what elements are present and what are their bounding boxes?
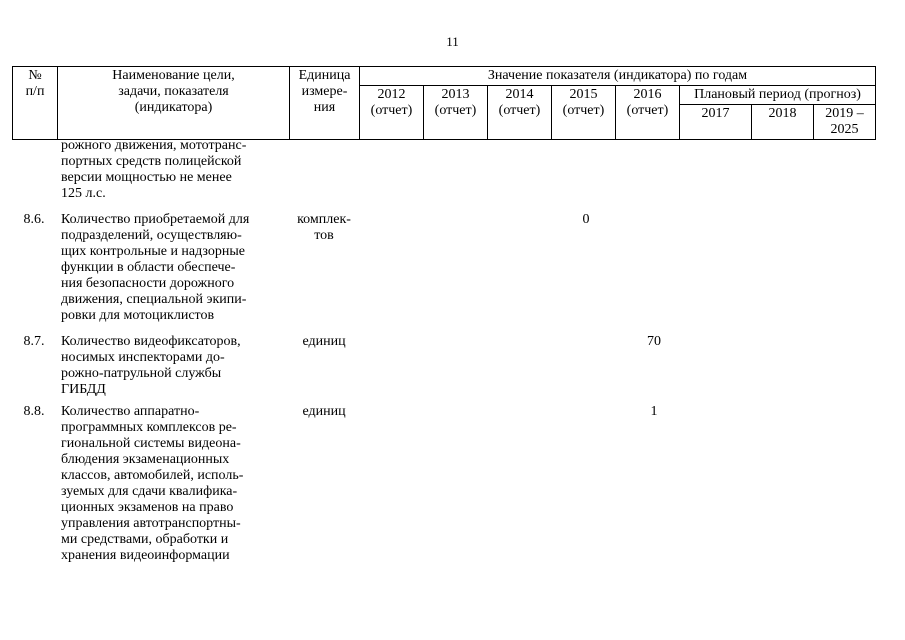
year-label: 2016 [633,87,662,102]
header-year-2016 [616,86,680,140]
year-label: 2013 [441,87,470,102]
header-year-2015 [552,86,616,140]
header-number-cell [13,67,58,140]
header-name-cell [58,67,290,140]
header-name-line2: задачи, показателя [118,84,229,99]
header-number-line1: № [28,68,42,83]
report-label: (отчет) [626,103,669,118]
header-planned-group: Плановый период (прогноз) [680,86,876,105]
header-year-2017: 2017 [680,105,752,140]
year-label: 2012 [377,87,406,102]
row-unit: единиц [302,404,346,419]
header-name-line3: (индикатора) [134,100,213,115]
header-year-2012 [360,86,424,140]
header-year-2018: 2018 [752,105,814,140]
report-label: (отчет) [434,103,477,118]
row-number: 8.7. [23,334,45,349]
header-number-line2: п/п [25,84,45,99]
year-label: 2015 [569,87,598,102]
header-year-2013 [424,86,488,140]
row-name: Количество приобретаемой для подразделений, осуществляю- щих контрольные и надзорные функции в области обеспече- ния безопасности дорожного движения, специальной экипи- ровки для мотоциклистов [61,212,250,323]
row-unit: единиц [302,334,346,349]
header-unit-line3: ния [313,100,336,115]
header-unit-line2: измере- [301,84,348,99]
row-number: 8.6. [23,212,45,227]
row-number: 8.8. [23,404,45,419]
row-value-2015: 0 [582,212,590,227]
year-label: 2014 [505,87,534,102]
header-unit-cell [290,67,360,140]
indicator-table-header [12,66,876,140]
header-year-2014 [488,86,552,140]
plan-range-line2: 2025 [830,122,859,137]
header-unit-line1: Единица [298,68,351,83]
row-name: рожного движения, мототранс- портных средств полицейской версии мощностью не менее 125 л.с. [61,138,247,201]
report-label: (отчет) [370,103,413,118]
row-name: Количество видеофиксаторов, носимых инспекторами до- рожно-патрульной службы ГИБДД [61,334,241,397]
row-name: Количество аппаратно- программных комплексов ре- гиональной системы видеона- блюдения экзаменационных классов, автомобилей, исполь- зуемых для сдачи квалифика- ционных экзаменов на право управления автотранспортны- ми средствами, обработки и хранения видеоинформации [61,404,244,563]
page-number: 11 [446,34,459,49]
header-values-group: Значение показателя (индикатора) по годам [360,67,876,86]
header-year-range [814,105,876,140]
row-value-2016: 1 [650,404,658,419]
header-name-line1: Наименование цели, [112,68,235,83]
plan-range-line1: 2019 – [825,106,864,121]
row-unit: комплек- тов [297,212,351,243]
report-label: (отчет) [562,103,605,118]
report-label: (отчет) [498,103,541,118]
row-value-2016: 70 [647,334,661,349]
